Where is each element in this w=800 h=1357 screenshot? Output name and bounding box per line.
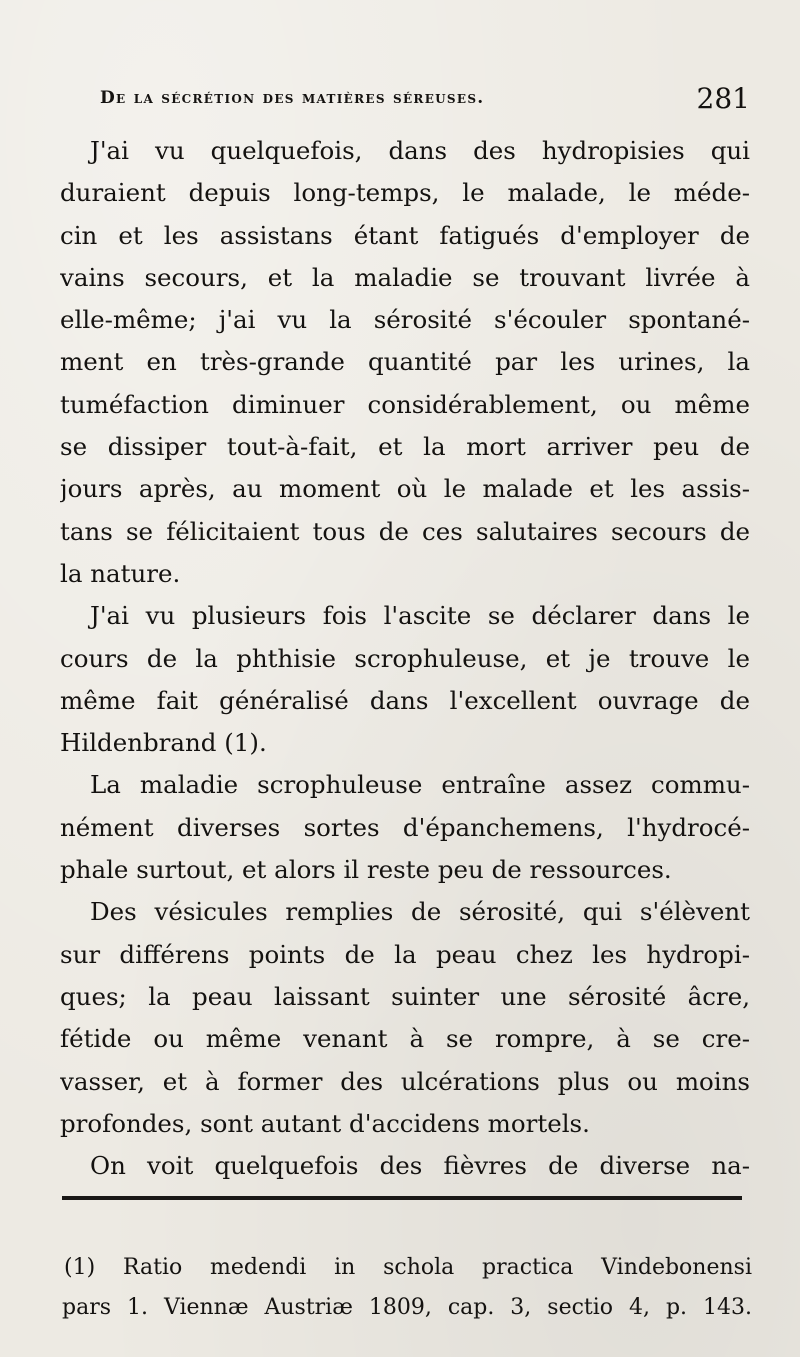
text-line: la nature. [60,558,181,588]
text-line: vains secours, et la maladie se trouvant livrée à [60,262,750,292]
text-line: Des vésicules remplies de sérosité, qui s'élèvent [90,897,750,927]
text-line: se dissiper tout-à-fait, et la mort arriver peu de [60,432,750,462]
text-line: jours après, au moment où le malade et les assis- [60,474,750,504]
text-line: duraient depuis long-temps, le malade, le méde- [60,178,750,208]
text-line: ment en très-grande quantité par les urines, la [60,347,750,377]
text-line: elle-même; j'ai vu la sérosité s'écouler spontané- [60,305,750,335]
text-line: sur différens points de la peau chez les hydropi- [60,939,750,969]
text-line: profondes, sont autant d'accidens mortels. [60,1108,590,1138]
footnote-line: pars 1. Viennæ Austriæ 1809, cap. 3, sectio 4, p. 143. [62,1295,752,1320]
text-line: On voit quelquefois des fièvres de diverse na- [90,1151,750,1181]
footnote-line: (1) Ratio medendi in schola practica Vindebonensi [64,1255,752,1280]
text-line: ques; la peau laissant suinter une sérosité âcre, [60,981,750,1011]
footnote-separator [62,1196,742,1200]
text-line: fétide ou même venant à se rompre, à se cre- [60,1024,750,1054]
page-header [100,82,750,122]
footnote [62,1248,752,1328]
text-line: tuméfaction diminuer considérablement, ou même [60,389,750,419]
text-line: Hildenbrand (1). [60,728,267,758]
text-line: cours de la phthisie scrophuleuse, et je trouve le [60,643,750,673]
text-line: cin et les assistans étant fatigués d'employer de [60,220,750,250]
text-line: La maladie scrophuleuse entraîne assez commu- [90,770,750,800]
text-line: J'ai vu plusieurs fois l'ascite se déclarer dans le [90,601,750,631]
running-title: De la sécrétion des matières séreuses. [100,88,485,108]
text-line: même fait généralisé dans l'excellent ouvrage de [60,685,750,715]
text-line: tans se félicitaient tous de ces salutaires secours de [60,516,750,546]
text-line: phale surtout, et alors il reste peu de ressources. [60,855,672,885]
text-line: vasser, et à former des ulcérations plus ou moins [60,1066,750,1096]
body-text [60,130,750,1187]
text-line: nément diverses sortes d'épanchemens, l'hydrocé- [60,812,750,842]
page-number: 281 [696,82,750,115]
text-line: J'ai vu quelquefois, dans des hydropisies qui [90,136,750,165]
